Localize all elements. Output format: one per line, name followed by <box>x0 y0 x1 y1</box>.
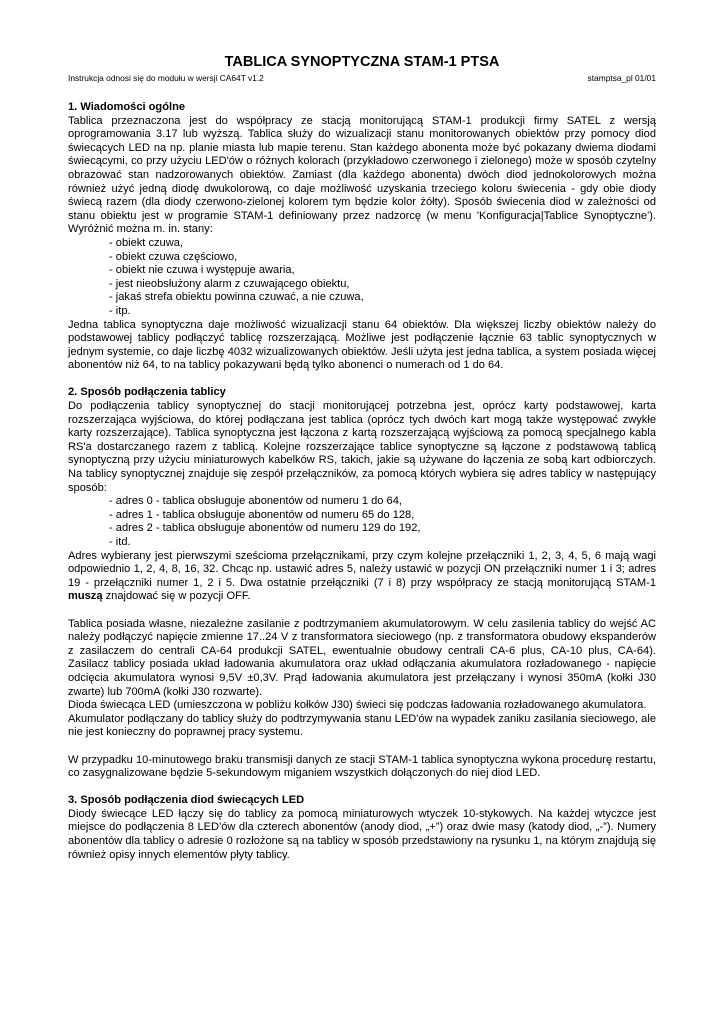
list-item: - itd. <box>109 536 656 550</box>
list-item: - adres 1 - tablica obsługuje abonentów od numeru 65 do 128, <box>109 509 656 523</box>
section-led-connection <box>68 794 656 862</box>
paragraph: Tablica przeznaczona jest do współpracy ze stacją monitorującą STAM-1 produkcji firmy SATEL z wersją oprogramowania 3.17 lub wyższą. Tablica służy do wizualizacji stanu monitorowanych obiektów przy pomocy diod świecących LED na np. planie miasta lub mapie terenu. Stan każdego abonenta może być pokazany dwiema diodami świecącymi, co przy użyciu LED'ów o różnych kolorach (przykładowo czerwonego i zielonego) może w sposób czytelny obrazować stan nadzorowanych obiektów. Zamiast (dla każdego abonenta) dwóch diod jednokolorowych można również użyć jedną diodę dwukolorową, co daje możliwość uzyskania trzeciego koloru świecenia - gdy obie diody świecą razem (dla diody czerwono-zielonej kolorem tym będzie kolor żółty). Sposób świecenia diod w zależności od stanu obiektu jest w programie STAM-1 definiowany przez nadzorcę (w menu 'Konfiguracja|Tablice Synoptyczne'). Wyróżnić można m. in. stany: <box>68 114 656 236</box>
list-item: - jakaś strefa obiektu powinna czuwać, a nie czuwa, <box>109 291 656 305</box>
section-heading: 3. Sposób podłączenia diod świecących LED <box>68 794 305 807</box>
address-list <box>68 495 656 549</box>
text-run: znajdować się w pozycji OFF. <box>102 590 251 603</box>
section-general-info <box>68 101 656 373</box>
list-item: - adres 0 - tablica obsługuje abonentów od numeru 1 do 64, <box>109 495 656 509</box>
paragraph: Jedna tablica synoptyczna daje możliwość wizualizacji stanu 64 obiektów. Dla większej liczby obiektów należy do podstawowej tablicy podłączyć tablicę rozszerzającą. Możliwe jest podłączenie łącznie 63 tablic synoptycznych w jednym systemie, co daje liczbę 4032 wizualizowanych obiektów. Jeśli użyta jest jedna tablica, a system posiada więcej abonentów niż 64, to na tablicy pokazywani będą tylko abonenci o numerach od 1 do 64. <box>68 318 656 372</box>
paragraph: Do podłączenia tablicy synoptycznej do stacji monitorującej potrzebna jest, oprócz karty podstawowej, karta rozszerzająca wyjściowa, do której podłączana jest tablica (oprócz tych dwóch kart mogą także występować zwykłe karty rozszerzające). Tablica synoptyczna jest łączona z kartą rozszerzającą wyjściową za pomocą specjalnego kabla RS'a dostarczanego razem z tablicą. Kolejne rozszerzające tablice synoptyczne są łączone z podstawową tablicą synoptyczną przy użyciu miniaturowych kabelków RS, takich, jakie są używane do łączenia ze sobą kart odbiorczych. Na tablicy synoptycznej znajduje się zespół przełączników, za pomocą których wybiera się adres tablicy w następujący sposób: <box>68 400 656 494</box>
list-item: - itp. <box>109 305 656 319</box>
document-subheader <box>68 73 656 84</box>
list-item: - obiekt nie czuwa i występuje awaria, <box>109 264 656 278</box>
list-item: - jest nieobsłużony alarm z czuwającego obiektu, <box>109 278 656 292</box>
paragraph-address-switches <box>68 550 656 604</box>
list-item: - adres 2 - tablica obsługuje abonentów od numeru 129 do 192, <box>109 522 656 536</box>
paragraph-power: Tablica posiada własne, niezależne zasilanie z podtrzymaniem akumulatorowym. W celu zasilenia tablicy do wejść AC należy podłączyć napięcie zmienne 17..24 V z transformatora sieciowego (np. z transformatora obudowy ekspanderów z zasilaczem do centrali CA-64 produkcji SATEL, ewentualnie obudowy centrali CA-6 plus, CA-10 plus, CA-64). Zasilacz tablicy posiada układ ładowania akumulatora oraz układ odłączania akumulatora rozładowanego - napięcie odcięcia akumulatora wynosi 9,5V ±0,3V. Prąd ładowania akumulatora jest przełączany i wynosi 350mA (kołki J30 zwarte) lub 700mA (kołki J30 rozwarte). <box>68 617 656 698</box>
section-connection <box>68 386 656 780</box>
list-item: - obiekt czuwa częściowo, <box>109 251 656 265</box>
document-page <box>68 54 656 862</box>
paragraph: Diody świecące LED łączy się do tablicy za pomocą miniaturowych wtyczek 10-stykowych. Na każdej wtyczce jest miejsce do podłączenia 8 LED'ów dla czterech abonentów (anody diod, „+”) oraz dwie masy (katody diod, „-”). Numery abonentów dla tablicy o adresie 0 rozłożone są na tablicy w sposób przedstawiony na rysunku 1, na którym znajdują się również opisy innych elementów płyty tablicy. <box>68 807 656 861</box>
states-list <box>68 237 656 319</box>
paragraph-restart: W przypadku 10-minutowego braku transmisji danych ze stacji STAM-1 tablica synoptyczna wykona procedurę restartu, co zasygnalizowane będzie 5-sekundowym miganiem wszystkich dołączonych do niej diod LED. <box>68 753 656 780</box>
section-heading: 2. Sposób podłączenia tablicy <box>68 386 226 399</box>
emphasis-text: muszą <box>68 590 103 603</box>
list-item: - obiekt czuwa, <box>109 237 656 251</box>
text-run: Adres wybierany jest pierwszymi sześcioma przełącznikami, przy czym kolejne przełączniki 1, 2, 3, 4, 5, 6 mają wagi odpowiednio 1, 2, 4, 8, 16, 32. Chcąc np. ustawić adres 5, należy ustawić w pozycji ON przełączniki numer 1 i 3; adres 19 - przełączniki numer 1, 2 i 5. Dwa ostatnie przełączniki (7 i 8) przy współpracy ze stacją monitorującą STAM-1 <box>68 549 656 589</box>
paragraph-battery: Akumulator podłączany do tablicy służy do podtrzymywania stanu LED'ów na wypadek zaniku zasilania sieciowego, ale nie jest konieczny do poprawnej pracy systemu. <box>68 712 656 739</box>
document-title: TABLICA SYNOPTYCZNA STAM-1 PTSA <box>224 54 500 70</box>
version-note: Instrukcja odnosi się do modułu w wersji CA64T v1.2 <box>68 73 264 83</box>
paragraph-led: Dioda świecąca LED (umieszczona w pobliżu kołków J30) świeci się podczas ładowania rozładowanego akumulatora. <box>68 699 647 712</box>
section-heading: 1. Wiadomości ogólne <box>68 101 186 113</box>
document-code: stamptsa_pl 01/01 <box>587 73 656 83</box>
